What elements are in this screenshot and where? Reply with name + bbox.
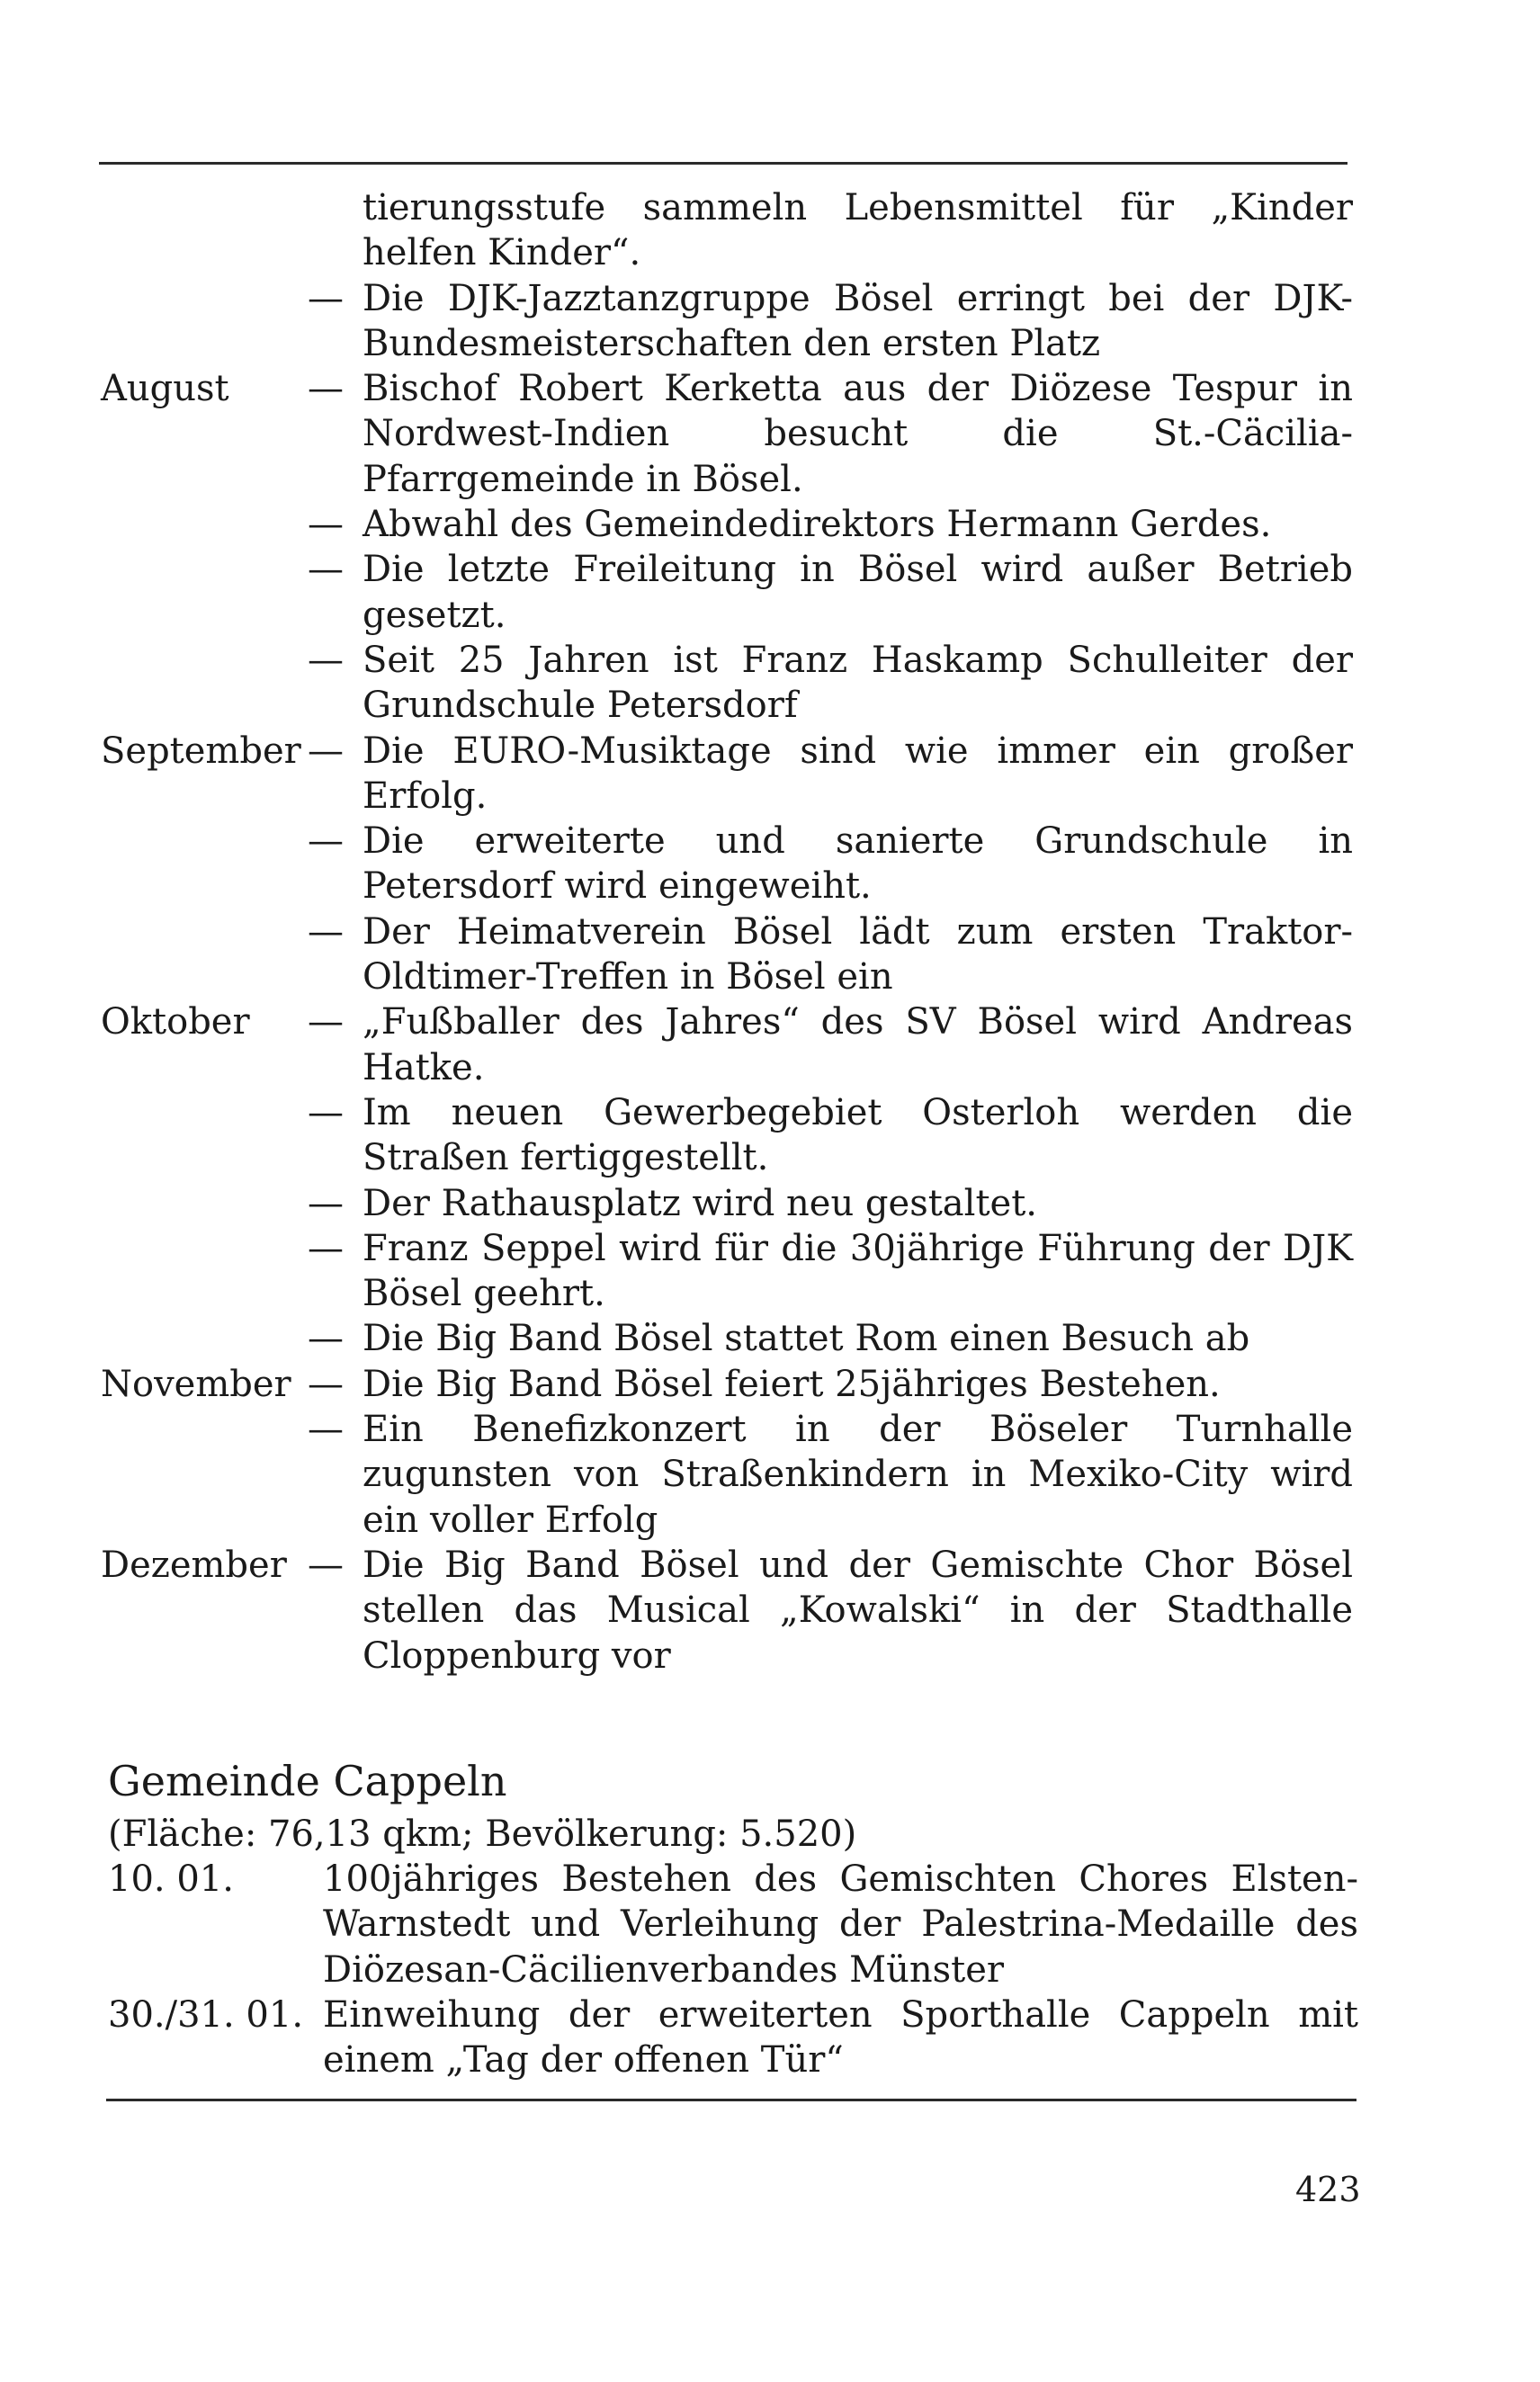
section-cappeln	[108, 1756, 1358, 2082]
entry-dash: —	[308, 639, 344, 681]
chronicle-entry	[101, 276, 1353, 367]
entry-dash: —	[308, 1182, 344, 1224]
chronicle-entry	[101, 502, 1353, 547]
chronicle-entry	[101, 1226, 1353, 1317]
chronicle-entry	[101, 909, 1353, 1000]
section-subtitle: (Fläche: 76,13 qkm; Bevölkerung: 5.520)	[108, 1813, 857, 1855]
entry-text: Im neuen Gewerbegebiet Osterloh werden die Straßen fertiggestellt.	[363, 1091, 1353, 1179]
chronicle-entry	[101, 366, 1353, 502]
chronicle-entry	[101, 638, 1353, 729]
dated-entry	[108, 1857, 1358, 1992]
entry-dash: —	[308, 549, 344, 591]
chronicle-entry	[101, 1181, 1353, 1226]
entry-text: Die Big Band Bösel und der Gemischte Chor Bösel stellen das Musical „Kowalski“ in der Stadthalle Cloppenburg vor	[363, 1544, 1353, 1677]
entry-text: Franz Seppel wird für die 30jährige Führung der DJK Bösel geehrt.	[363, 1227, 1353, 1315]
bottom-rule	[106, 2099, 1356, 2101]
section-title: Gemeinde Cappeln	[108, 1757, 507, 1805]
month-label: Oktober	[101, 1001, 250, 1043]
chronicle-entry	[101, 819, 1353, 909]
entry-dash: —	[308, 277, 344, 319]
entry-text: Einweihung der erweiterten Sporthalle Cappeln mit einem „Tag der offenen Tür“	[323, 1993, 1358, 2082]
entry-dash: —	[308, 368, 344, 410]
entry-date: 30./31. 01.	[108, 1993, 304, 2036]
chronicle-list	[101, 185, 1353, 1679]
chronicle-entry	[101, 185, 1353, 276]
entry-text: 100jähriges Bestehen des Gemischten Chores Elsten-Warnstedt und Verleihung der Palestrina-Medaille des Diözesan-Cäcilienverbandes Münster	[323, 1858, 1358, 1991]
month-label: November	[101, 1363, 291, 1405]
entry-text: Abwahl des Gemeindedirektors Hermann Gerdes.	[363, 504, 1272, 546]
entry-dash: —	[308, 1318, 344, 1360]
month-label: August	[101, 368, 229, 410]
entry-text: tierungsstufe sammeln Lebensmittel für „Kinder helfen Kinder“.	[363, 187, 1353, 274]
entry-dash: —	[308, 1363, 344, 1405]
chronicle-entry	[101, 999, 1353, 1090]
entry-text: Die DJK-Jazztanzgruppe Bösel erringt bei der DJK-Bundesmeisterschaften den ersten Platz	[363, 277, 1353, 364]
entry-dash: —	[308, 910, 344, 953]
entry-dash: —	[308, 1227, 344, 1269]
entry-text: „Fußballer des Jahres“ des SV Bösel wird Andreas Hatke.	[363, 1001, 1353, 1088]
month-label: Dezember	[101, 1544, 287, 1586]
entry-text: Bischof Robert Kerketta aus der Diözese Tespur in Nordwest-Indien besucht die St.-Cäcilia-Pfarrgemeinde in Bösel.	[363, 368, 1353, 500]
entry-text: Die EURO-Musiktage sind wie immer ein großer Erfolg.	[363, 730, 1353, 817]
entry-date: 10. 01.	[108, 1858, 234, 1900]
chronicle-entry	[101, 547, 1353, 638]
entry-text: Die letzte Freileitung in Bösel wird außer Betrieb gesetzt.	[363, 549, 1353, 636]
entry-text: Die Big Band Bösel stattet Rom einen Besuch ab	[363, 1318, 1250, 1360]
chronicle-entry	[101, 1362, 1353, 1407]
entry-dash: —	[308, 1001, 344, 1043]
top-rule	[99, 162, 1348, 165]
chronicle-entry	[101, 729, 1353, 819]
entry-text: Seit 25 Jahren ist Franz Haskamp Schulleiter der Grundschule Petersdorf	[363, 639, 1353, 727]
entry-dash: —	[308, 820, 344, 863]
chronicle-entry	[101, 1543, 1353, 1679]
entry-text: Der Rathausplatz wird neu gestaltet.	[363, 1182, 1037, 1224]
entry-text: Ein Benefizkonzert in der Böseler Turnhalle zugunsten von Straßenkindern in Mexiko-City wird ein voller Erfolg	[363, 1409, 1353, 1541]
dated-entry	[108, 1992, 1358, 2083]
chronicle-entry	[101, 1090, 1353, 1181]
entry-dash: —	[308, 730, 344, 772]
chronicle-entry	[101, 1407, 1353, 1543]
page-number: 423	[1295, 2170, 1361, 2209]
chronicle-entry	[101, 1316, 1353, 1361]
entry-dash: —	[308, 1544, 344, 1586]
month-label: September	[101, 730, 301, 772]
entry-dash: —	[308, 1409, 344, 1451]
entry-text: Der Heimatverein Bösel lädt zum ersten Traktor-Oldtimer-Treffen in Bösel ein	[363, 910, 1353, 998]
entry-dash: —	[308, 1091, 344, 1133]
entry-text: Die erweiterte und sanierte Grundschule in Petersdorf wird eingeweiht.	[363, 820, 1353, 908]
entry-dash: —	[308, 504, 344, 546]
entry-text: Die Big Band Bösel feiert 25jähriges Bestehen.	[363, 1363, 1221, 1405]
